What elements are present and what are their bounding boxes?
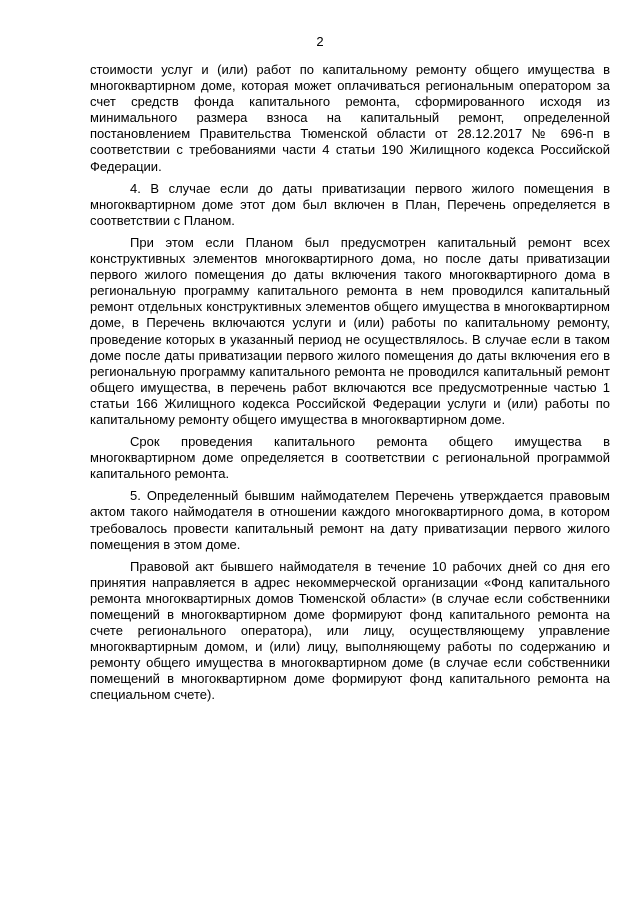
paragraph-item-4-details: При этом если Планом был предусмотрен капитальный ремонт всех конструктивных элементов многоквартирного дома, но после даты приватизации первого жилого помещения до даты включения такого многоквартирного дома в региональную программу капитального ремонта в нем проводился капитальный ремонт отдельных конструктивных элементов общего имущества в многоквартирном доме, в Перечень включаются услуги и (или) работы по капитальному ремонту, проведение которых в указанный период не осуществлялось. В случае если в таком доме после даты приватизации первого жилого помещения до даты включения его в региональную программу капитального ремонта не проводился капитальный ремонт общего имущества, в перечень работ включаются все предусмотренные частью 1 статьи 166 Жилищного кодекса Российской Федерации услуги и (или) работы по капитальному ремонту общего имущества в многоквартирном доме. xyxy=(90,234,610,427)
paragraph-continuation: стоимости услуг и (или) работ по капитальному ремонту общего имущества в многоквартирном доме, которая может оплачиваться региональным оператором за счет средств фонда капитального ремонта, сформированного исходя из минимального размера взноса на капитальный ремонт, определенной постановлением Правительства Тюменской области от 28.12.2017 № 696-п в соответствии с требованиями части 4 статьи 190 Жилищного кодекса Российской Федерации. xyxy=(90,62,610,174)
paragraph-repair-deadline: Срок проведения капитального ремонта общего имущества в многоквартирном доме определяется в соответствии с региональной программой капитального ремонта. xyxy=(90,434,610,482)
paragraph-item-5: 5. Определенный бывшим наймодателем Перечень утверждается правовым актом такого наймодателя в отношении каждого многоквартирного дома, в котором требовалось провести капитальный ремонт на дату приватизации первого жилого помещения в этом доме. xyxy=(90,488,610,552)
document-body xyxy=(90,62,610,710)
paragraph-item-4: 4. В случае если до даты приватизации первого жилого помещения в многоквартирном доме этот дом был включен в План, Перечень определяется в соответствии с Планом. xyxy=(90,180,610,228)
page-number: 2 xyxy=(316,34,324,49)
paragraph-legal-act: Правовой акт бывшего наймодателя в течение 10 рабочих дней со дня его принятия направляется в адрес некоммерческой организации «Фонд капитального ремонта многоквартирных домов Тюменской области» (в случае если собственники помещений в многоквартирном доме формируют фонд капитального ремонта на счете регионального оператора), или лицу, осуществляющему управление многоквартирным домом, и (или) лицу, выполняющему работы по содержанию и ремонту общего имущества в многоквартирном доме (в случае если собственники помещений в многоквартирном доме формируют фонд капитального ремонта на специальном счете). xyxy=(90,558,610,703)
